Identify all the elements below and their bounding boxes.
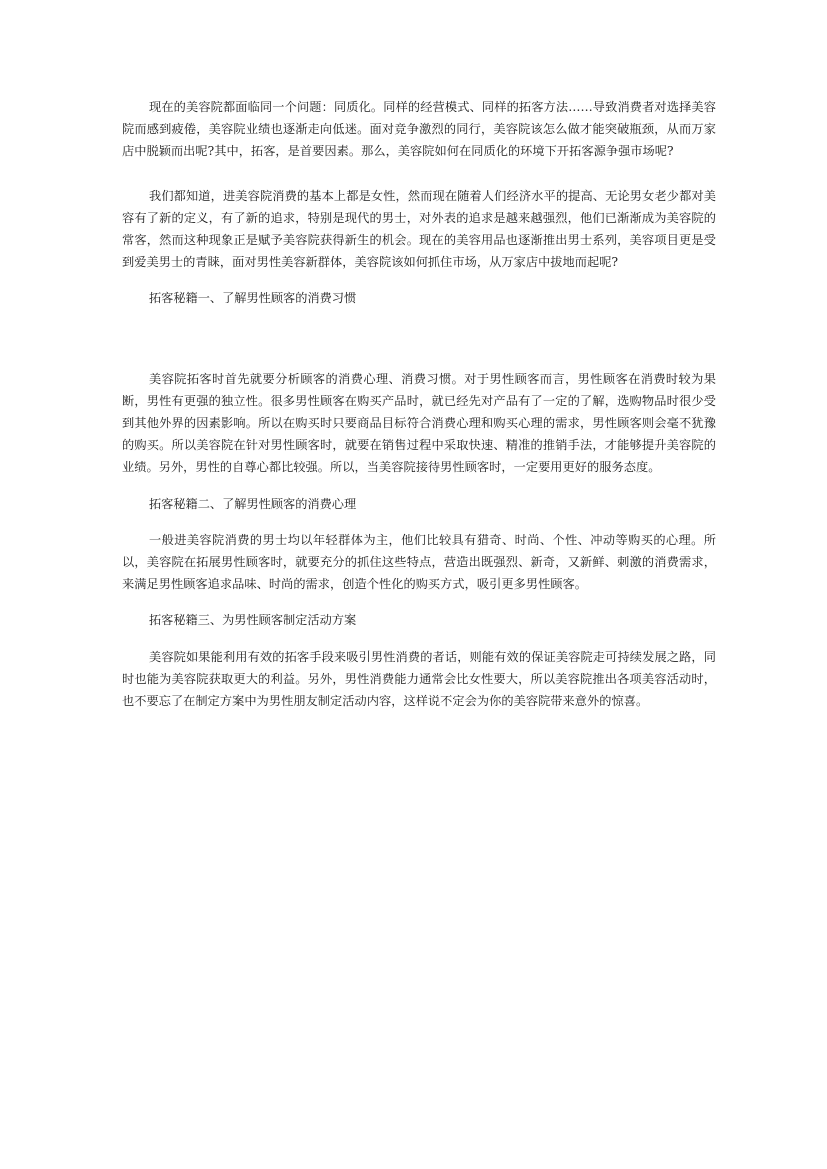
section-3-paragraph: 美容院如果能利用有效的拓客手段来吸引男性消费的者话，则能有效的保证美容院走可持续发展之路，同时也能为美容院获取更大的利益。另外，男性消费能力通常会比女性要大，所以美容院推出各项美容活动时，也不要忘了在制定方案中为男性朋友制定活动内容，这样说不定会为你的美容院带来意外的惊喜。: [122, 649, 716, 709]
intro-paragraph: 现在的美容院都面临同一个问题：同质化。同样的经营模式、同样的拓客方法……导致消费者对选择美容院而感到疲倦，美容院业绩也逐渐走向低迷。面对竞争激烈的同行，美容院该怎么做才能突破瓶颈，从而万家店中脱颖而出呢?其中，拓客，是首要因素。那么，美容院如何在同质化的环境下开拓客源争强市场呢?: [122, 100, 716, 159]
section-2-paragraph: 一般进美容院消费的男士均以年轻群体为主，他们比较具有猎奇、时尚、个性、冲动等购买的心理。所以，美容院在拓展男性顾客时，就要充分的抓住这些特点，营造出既强烈、新奇，又新鲜、刺激的消费需求，来满足男性顾客追求品味、时尚的需求，创造个性化的购买方式，吸引更多男性顾客。: [122, 532, 716, 592]
section-1-paragraph: 美容院拓客时首先就要分析顾客的消费心理、消费习惯。对于男性顾客而言，男性顾客在消费时较为果断，男性有更强的独立性。很多男性顾客在购买产品时，就已经先对产品有了一定的了解，选购物品时很少受到其他外界的因素影响。所以在购买时只要商品目标符合消费心理和购买心理的需求，男性顾客则会毫不犹豫的购买。所以美容院在针对男性顾客时，就要在销售过程中采取快速、精准的推销手法，才能够提升美容院的业绩。另外，男性的自尊心都比较强。所以，当美容院接待男性顾客时，一定要用更好的服务态度。: [122, 371, 716, 475]
document-body: [122, 96, 716, 712]
section-heading-2: 拓客秘籍二、了解男性顾客的消费心理: [149, 496, 357, 511]
section-heading-3: 拓客秘籍三、为男性顾客制定活动方案: [149, 613, 357, 628]
section-heading-1: 拓客秘籍一、了解男性顾客的消费习惯: [149, 291, 357, 306]
background-paragraph: 我们都知道，进美容院消费的基本上都是女性，然而现在随着人们经济水平的提高、无论男女老少都对美容有了新的定义，有了新的追求，特别是现代的男士，对外表的追求是越来越强烈，他们已渐渐成为美容院的常客，然而这种现象正是赋予美容院获得新生的机会。现在的美容用品也逐渐推出男士系列，美容项目更是受到爱美男士的青睐，面对男性美容新群体，美容院该如何抓住市场，从万家店中拔地而起呢?: [122, 188, 716, 270]
